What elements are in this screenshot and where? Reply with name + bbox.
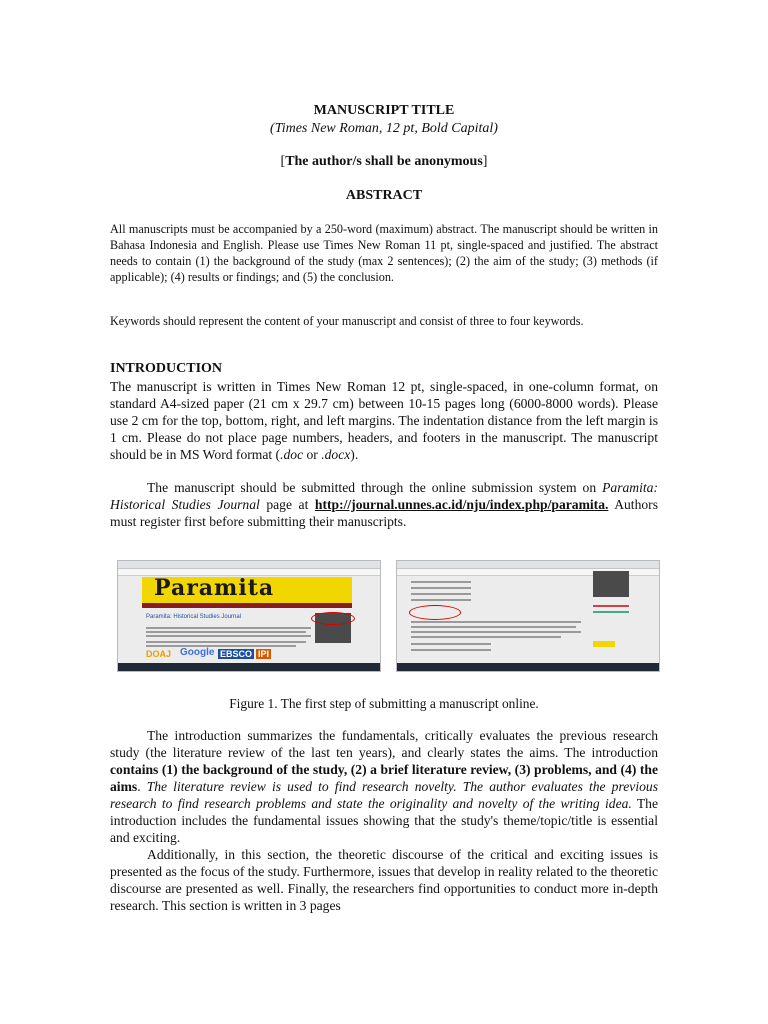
abstract-paragraph-2: Keywords should represent the content of your manuscript and consist of three to four keywords. — [110, 314, 584, 328]
journal-name: Paramita: Historical Studies Journal — [110, 480, 658, 512]
intro-p2-text: The manuscript should be submitted through the online submission system on — [147, 480, 603, 495]
body-section — [110, 727, 658, 914]
intro-p1-end: ). — [350, 447, 359, 462]
taskbar — [397, 663, 659, 671]
text-line — [146, 627, 311, 629]
text-line — [411, 581, 471, 583]
intro-p1-or: or — [303, 447, 322, 462]
doc-format: .doc — [280, 447, 304, 462]
text-line — [146, 631, 306, 633]
figure-screenshot-left — [117, 560, 381, 672]
text-line — [146, 641, 306, 643]
intro-p2-page-at: page at — [259, 497, 315, 512]
authors-text: The author/s shall be anonymous — [285, 154, 483, 169]
page-heading: Paramita: Historical Studies Journal — [146, 614, 242, 620]
text-line — [411, 649, 491, 651]
authors-line: [The author/s shall be anonymous] — [280, 154, 488, 169]
manuscript-subtitle: (Times New Roman, 12 pt, Bold Capital) — [270, 121, 498, 136]
abstract-heading: ABSTRACT — [345, 188, 423, 203]
text-line — [146, 635, 311, 637]
highlight-ellipse — [409, 605, 461, 620]
text-line — [146, 645, 296, 647]
text-line — [411, 587, 471, 589]
color-swatch-line — [593, 611, 629, 613]
text-line — [411, 636, 561, 638]
yellow-field — [593, 641, 615, 647]
partner-logo: IPI — [258, 649, 270, 659]
sidebar-menu — [593, 571, 629, 597]
body-p1-end: The introduction includes the fundamental issues showing that the study's theme/topic/title is essential and exciting. — [110, 796, 658, 845]
text-line — [411, 621, 581, 623]
introduction-paragraph-2 — [110, 479, 658, 530]
browser-tab-bar — [397, 561, 659, 569]
figure-caption: Figure 1. The first step of submitting a manuscript online. — [229, 696, 539, 711]
introduction-paragraph-1 — [110, 378, 658, 463]
intro-p2-end: Authors must register first before submitting their manuscripts. — [110, 497, 658, 529]
body-paragraph-2: Additionally, in this section, the theoretic discourse of the critical and exciting issues is presented as the focus of the study. Furthermore, issues that develop in reality related to the theoretic discourse are presented as well. Finally, the researchers find opportunities to conduct more in-depth research. This section is written in 3 pages — [110, 847, 658, 913]
highlight-ellipse — [311, 612, 355, 625]
journal-logo: Paramita — [154, 575, 275, 601]
text-line — [411, 631, 581, 633]
browser-tab-bar — [118, 561, 380, 569]
docx-format: .docx — [321, 447, 351, 462]
intro-p1-text: The manuscript is written in Times New Roman 12 pt, single-spaced, in one-column format, on standard A4-sized paper (21 cm x 29.7 cm) between 10-15 pages long (6000-8000 words). Please use 2 cm for the top, bottom, right, and left margins. The indentation distance from the left margin is 1 cm. Please do not place page numbers, headers, and footers in the manuscript. The manuscript should be in MS Word format ( — [110, 379, 658, 462]
body-p1-text: The introduction summarizes the fundamentals, critically evaluates the previous research study (the literature review of the last ten years), and clearly states the aims. The introduction — [110, 728, 658, 760]
body-p1-sep: . — [137, 779, 147, 794]
partner-logo: Google — [180, 647, 215, 658]
text-line — [411, 593, 471, 595]
body-p1-italic: The literature review is used to find research novelty. The author evaluates the previous research to find research problems and state the originality and novelty of the writing idea. — [110, 779, 658, 811]
journal-url-link[interactable]: http://journal.unnes.ac.id/nju/index.php/paramita. — [314, 497, 609, 512]
body-p1-bold: contains (1) the background of the study, (2) a brief literature review, (3) problems, and (4) the aims — [110, 762, 658, 794]
introduction-heading: INTRODUCTION — [110, 361, 223, 376]
manuscript-title: MANUSCRIPT TITLE — [313, 103, 455, 118]
abstract-paragraph-1: All manuscripts must be accompanied by a 250-word (maximum) abstract. The manuscript should be written in Bahasa Indonesia and English. Please use Times New Roman 11 pt, single-spaced and justified. The abstract needs to contain (1) the background of the study (max 2 sentences); (2) the aim of the study; (3) methods (if applicable); (4) results or findings; and (5) the conclusion. — [110, 222, 658, 284]
text-line — [411, 643, 491, 645]
taskbar — [118, 663, 380, 671]
figure-screenshot-right — [396, 560, 660, 672]
body-paragraph-1 — [110, 727, 658, 846]
partner-logo: DOAJ — [146, 649, 172, 659]
text-line — [411, 626, 576, 628]
color-swatch-line — [593, 605, 629, 607]
nav-menu-bar — [142, 603, 352, 608]
partner-logo: EBSCO — [220, 649, 253, 659]
text-line — [411, 599, 471, 601]
